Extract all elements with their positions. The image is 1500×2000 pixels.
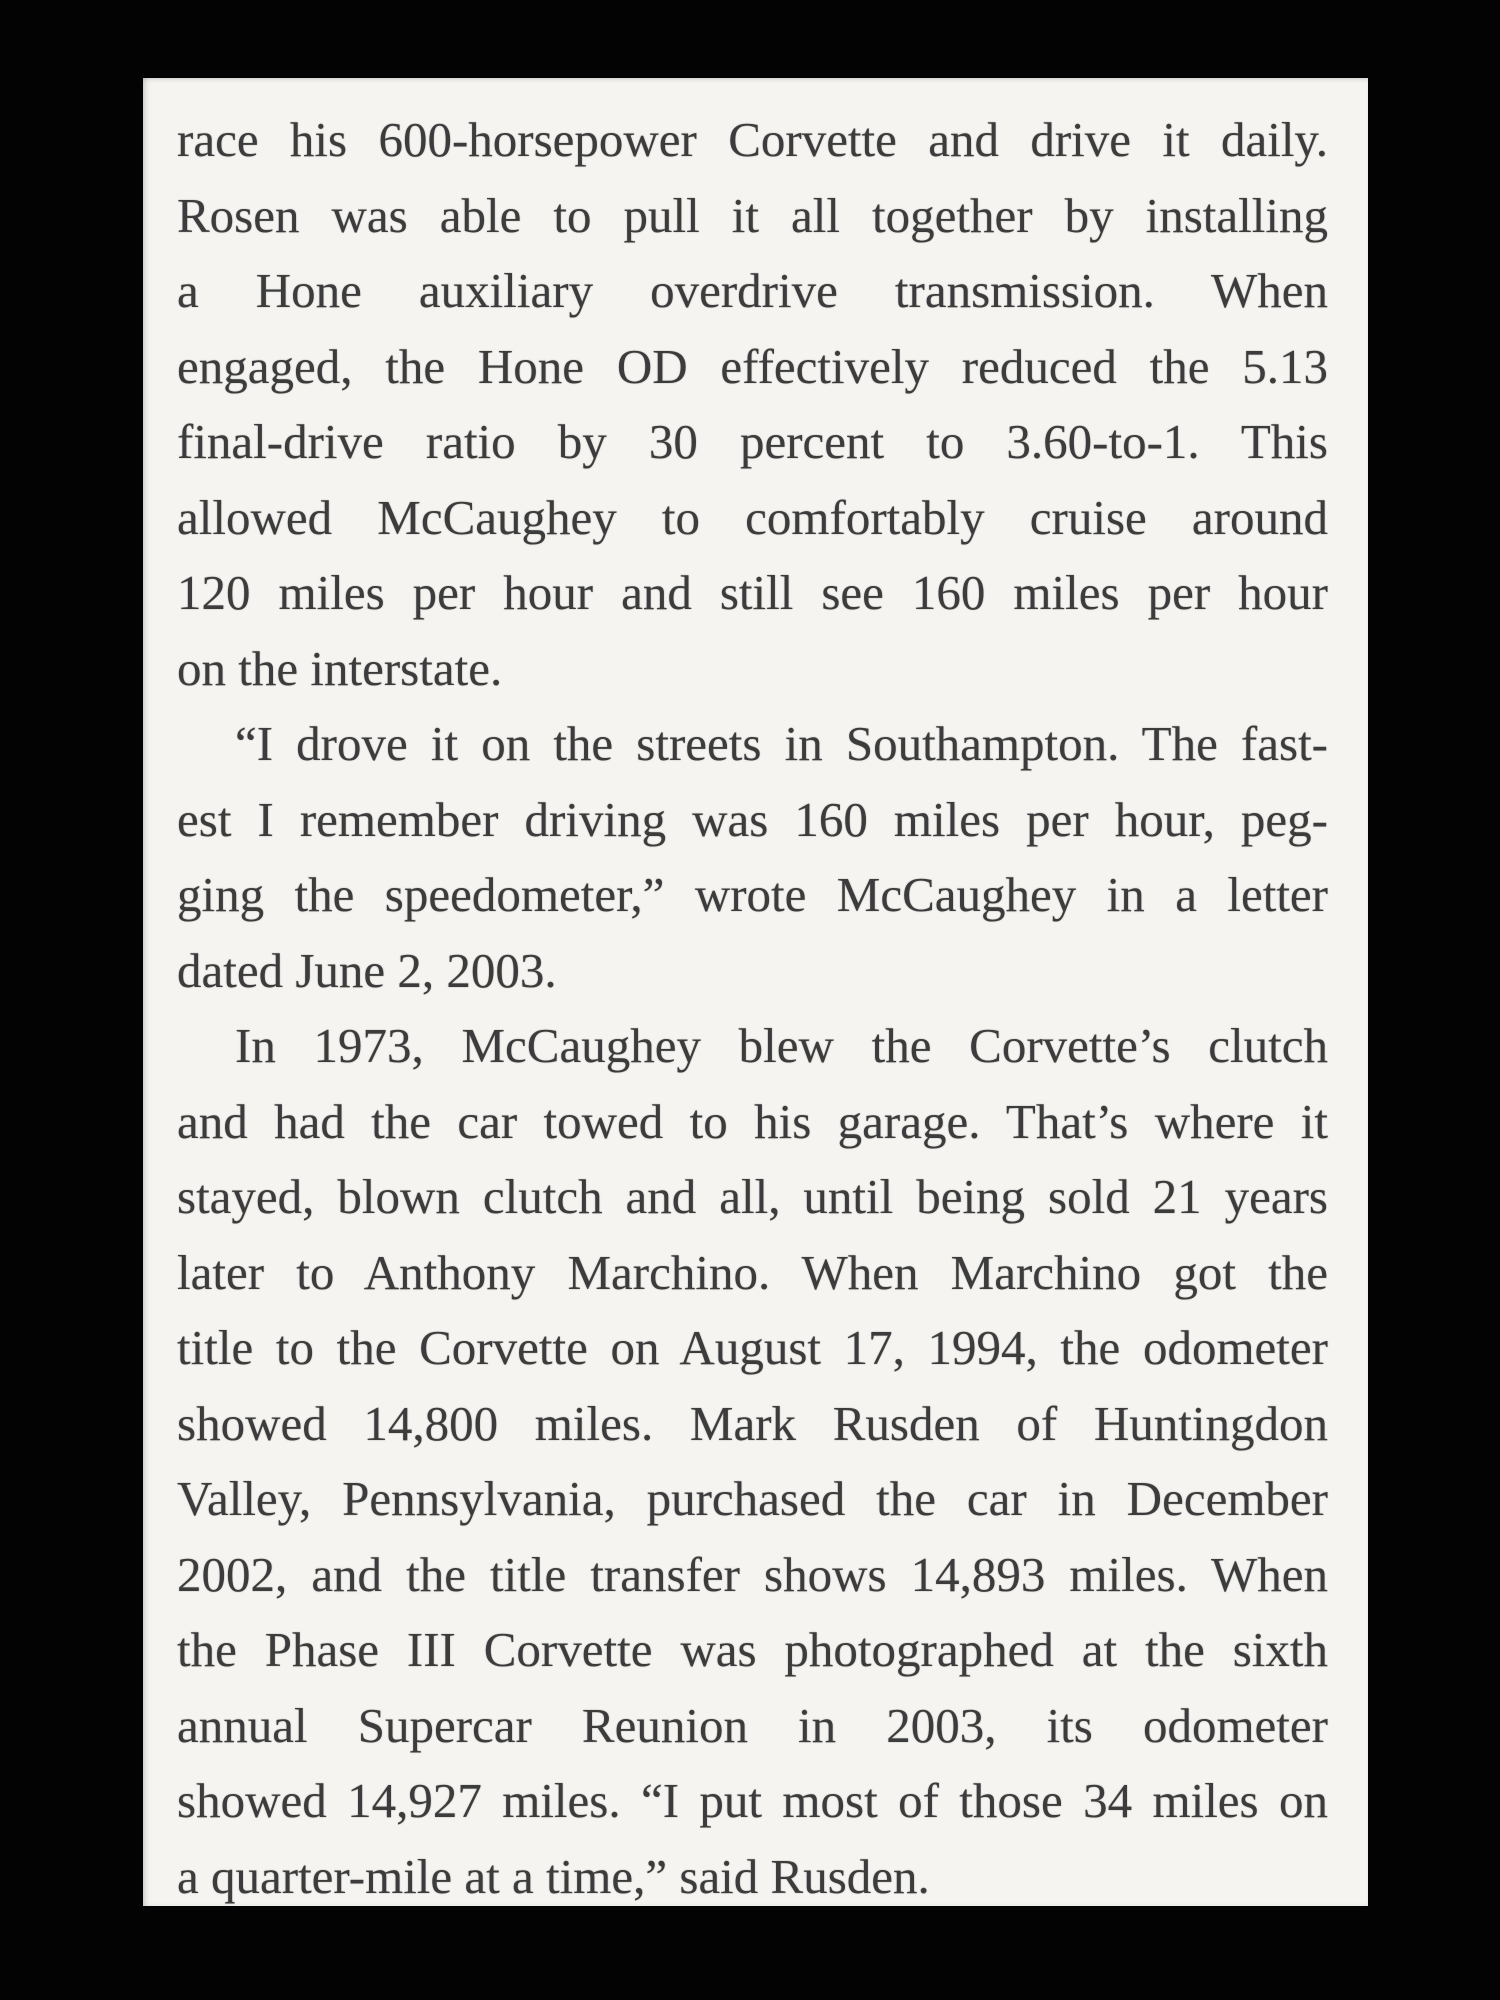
text-line: Rosen was able to pull it all together by installing [177, 187, 1328, 243]
text-line: dated June 2, 2003. [177, 942, 557, 998]
text-line: In 1973, McCaughey blew the Corvette’s clutch [235, 1018, 1328, 1073]
book-page [143, 78, 1368, 1906]
text-line: allowed McCaughey to comfortably cruise around [177, 489, 1328, 545]
text-line: later to Anthony Marchino. When Marchino got the [177, 1244, 1328, 1300]
text-line: engaged, the Hone OD effectively reduced the 5.13 [177, 338, 1328, 394]
text-line: Valley, Pennsylvania, purchased the car in December [177, 1471, 1328, 1526]
text-line: showed 14,927 miles. “I put most of those 34 miles on [177, 1773, 1328, 1828]
text-line: 120 miles per hour and still see 160 miles per hour [177, 565, 1328, 620]
text-line: stayed, blown clutch and all, until being sold 21 years [177, 1169, 1328, 1224]
text-line: ging the speedometer,” wrote McCaughey in a letter [177, 867, 1328, 922]
text-line: on the interstate. [177, 640, 503, 696]
text-line: “I drove it on the streets in Southampton. The fast- [235, 716, 1328, 771]
text-line: final-drive ratio by 30 percent to 3.60-to-1. This [177, 414, 1328, 469]
paragraph [177, 102, 1328, 706]
text-line: 2002, and the title transfer shows 14,893 miles. When [177, 1546, 1328, 1602]
text-line: race his 600-horsepower Corvette and drive it daily. [177, 112, 1328, 167]
paragraph [177, 1008, 1328, 1914]
text-line: a Hone auxiliary overdrive transmission. When [177, 263, 1328, 318]
text-line: the Phase III Corvette was photographed at the sixth [177, 1622, 1328, 1677]
text-line: annual Supercar Reunion in 2003, its odometer [177, 1697, 1328, 1753]
paragraph [177, 706, 1328, 1008]
text-line: title to the Corvette on August 17, 1994, the odometer [177, 1320, 1328, 1375]
text-line: and had the car towed to his garage. That’s where it [177, 1093, 1328, 1149]
text-line: a quarter-mile at a time,” said Rusden. [177, 1848, 930, 1904]
text-line: showed 14,800 miles. Mark Rusden of Huntingdon [177, 1395, 1328, 1451]
text-line: est I remember driving was 160 miles per hour, peg- [177, 791, 1328, 847]
